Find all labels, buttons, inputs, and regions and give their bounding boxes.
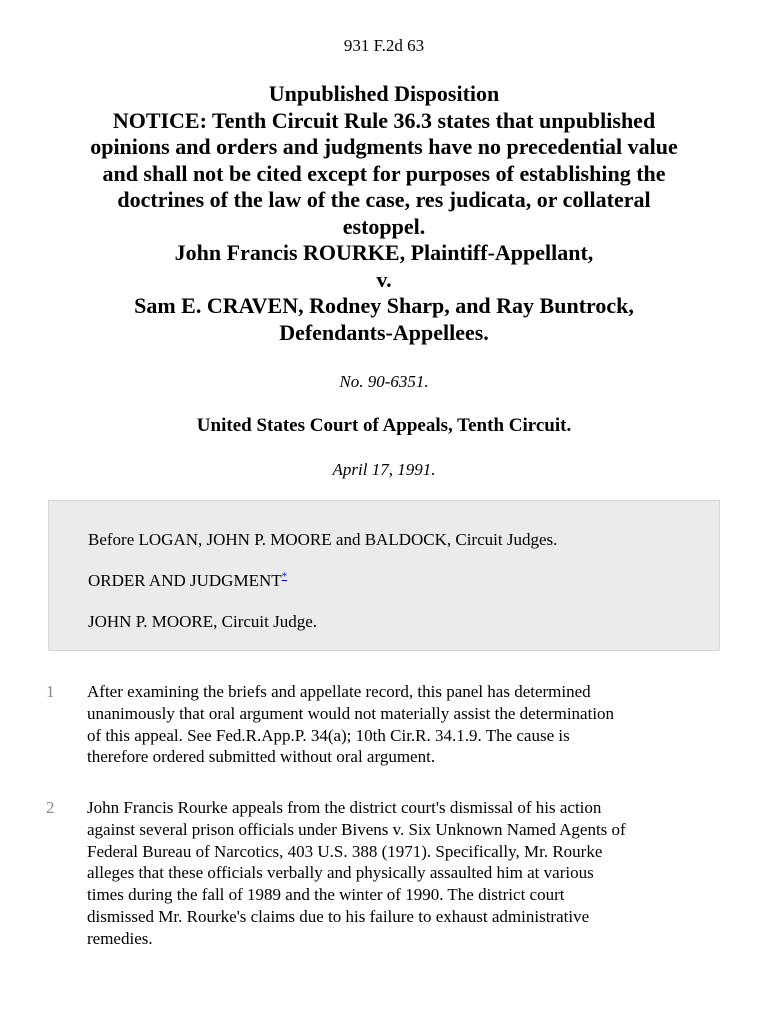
docket-number: No. 90-6351. xyxy=(339,372,429,391)
panel-info-box xyxy=(48,500,720,651)
notice-line: estoppel. xyxy=(342,213,426,239)
unpublished-disposition-label: Unpublished Disposition xyxy=(268,81,500,106)
paragraph-line: Federal Bureau of Narcotics, 403 U.S. 388 (1971). Specifically, Mr. Rourke xyxy=(87,841,603,861)
case-citation: 931 F.2d 63 xyxy=(343,36,425,55)
paragraph-number: 1 xyxy=(46,682,55,701)
paragraph-line: of this appeal. See Fed.R.App.P. 34(a); 10th Cir.R. 34.1.9. The cause is xyxy=(87,725,570,745)
defendants-role-line: Defendants-Appellees. xyxy=(279,319,489,345)
footnote-link[interactable]: * xyxy=(281,570,288,583)
order-title: ORDER AND JUDGMENT xyxy=(88,571,282,590)
court-name: United States Court of Appeals, Tenth Circuit. xyxy=(196,415,572,436)
paragraph-text xyxy=(87,681,727,768)
paragraph-text xyxy=(87,797,727,950)
paragraph-line: John Francis Rourke appeals from the district court's dismissal of his action xyxy=(87,798,602,817)
decision-date: April 17, 1991. xyxy=(332,460,436,479)
versus-line: v. xyxy=(376,266,392,292)
notice-line: opinions and orders and judgments have no precedential value xyxy=(90,134,678,159)
paragraph-line: remedies. xyxy=(87,928,153,948)
author-line: JOHN P. MOORE, Circuit Judge. xyxy=(88,612,318,631)
paragraph-line: times during the fall of 1989 and the winter of 1990. The district court xyxy=(87,885,565,905)
paragraph-line: unanimously that oral argument would not materially assist the determination xyxy=(87,703,615,723)
paragraph-line: After examining the briefs and appellate record, this panel has determined xyxy=(87,682,591,701)
case-heading xyxy=(40,81,728,346)
paragraph-line: alleges that these officials verbally and physically assaulted him at various xyxy=(87,863,594,883)
order-title-line xyxy=(88,571,287,591)
notice-line: doctrines of the law of the case, res judicata, or collateral xyxy=(117,187,651,212)
judges-line: Before LOGAN, JOHN P. MOORE and BALDOCK, Circuit Judges. xyxy=(88,530,558,549)
notice-line: NOTICE: Tenth Circuit Rule 36.3 states that unpublished xyxy=(112,107,656,133)
paragraph-line: against several prison officials under Bivens v. Six Unknown Named Agents of xyxy=(87,819,626,839)
plaintiff-line: John Francis ROURKE, Plaintiff-Appellant, xyxy=(174,240,594,265)
paragraph-line: therefore ordered submitted without oral argument. xyxy=(87,747,436,767)
paragraph-line: dismissed Mr. Rourke's claims due to his failure to exhaust administrative xyxy=(87,906,590,926)
defendants-line: Sam E. CRAVEN, Rodney Sharp, and Ray Buntrock, xyxy=(134,293,634,318)
paragraph-number: 2 xyxy=(46,798,55,817)
notice-line: and shall not be cited except for purposes of establishing the xyxy=(102,160,666,186)
